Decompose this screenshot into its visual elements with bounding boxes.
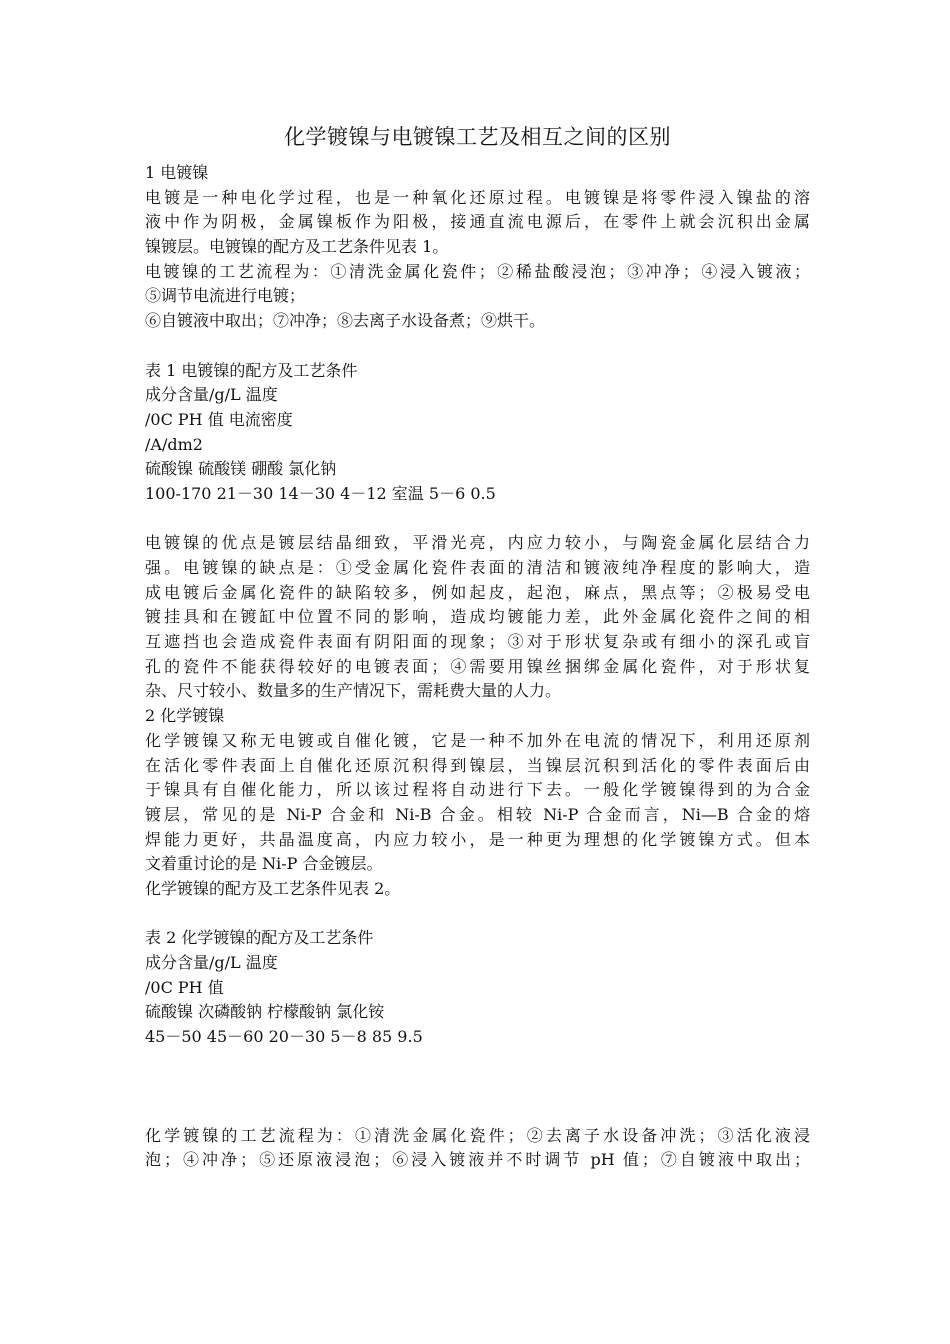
paragraph-line: 化学镀镍又称无电镀或自催化镀，它是一种不加外在电流的情况下，利用还原剂	[145, 730, 810, 750]
paragraph-line: 于镍具有自催化能力，所以该过程将自动进行下去。一般化学镀镍得到的为合金	[145, 780, 810, 800]
paragraph-line: ⑤调节电流进行电镀；	[145, 286, 306, 306]
paragraph-line: 电镀是一种电化学过程，也是一种氧化还原过程。电镀镍是将零件浸入镍盐的溶	[145, 187, 810, 207]
paragraph-line: 泡；④冲净；⑤还原液浸泡；⑥浸入镀液并不时调节 pH 值；⑦自镀液中取出；	[145, 1150, 810, 1170]
paragraph-line: 成电镀后金属化瓷件的缺陷较多，例如起皮，起泡，麻点，黑点等；②极易受电	[145, 582, 810, 602]
table-caption: 表 2 化学镀镍的配方及工艺条件	[145, 928, 374, 948]
paragraph-line: 化学镀镍的配方及工艺条件见表 2。	[145, 878, 401, 898]
paragraph-line: 互遮挡也会造成瓷件表面有阴阳面的现象；③对于形状复杂或有细小的深孔或盲	[145, 632, 810, 652]
paragraph-line: 化学镀镍的工艺流程为：①清洗金属化瓷件；②去离子水设备冲洗；③活化液浸	[145, 1125, 810, 1145]
table-line: 45－50 45－60 20－30 5－8 85 9.5	[145, 1027, 423, 1047]
blank-space	[145, 1050, 810, 1124]
table-caption: 表 1 电镀镍的配方及工艺条件	[145, 360, 358, 380]
paragraph-line: 孔的瓷件不能获得较好的电镀表面；④需要用镍丝捆绑金属化瓷件，对于形状复	[145, 656, 810, 676]
document-title: 化学镀镍与电镀镍工艺及相互之间的区别	[284, 125, 671, 149]
section-heading: 2 化学镀镍	[145, 706, 225, 726]
document-body	[145, 161, 810, 1173]
section-heading: 1 电镀镍	[145, 163, 209, 182]
table-line: 100-170 21－30 14－30 4－12 室温 5－6 0.5	[145, 483, 496, 503]
paragraph-line: 镍镀层。电镀镍的配方及工艺条件见表 1。	[145, 237, 449, 257]
table-line: /0C PH 值	[145, 977, 224, 997]
table-line: 成分含量/g/L 温度	[145, 953, 278, 972]
paragraph-line: 镀挂具和在镀缸中位置不同的影响，造成均镀能力差，此外金属化瓷件之间的相	[145, 607, 810, 627]
table-line: 硫酸镍 次磷酸钠 柠檬酸钠 氯化铵	[145, 1002, 385, 1022]
table-line: /A/dm2	[145, 434, 203, 454]
blank-line	[145, 507, 810, 532]
table-line: /0C PH 值 电流密度	[145, 409, 293, 429]
table-line: 硫酸镍 硫酸镁 硼酸 氯化钠	[145, 459, 337, 479]
blank-line	[145, 902, 810, 927]
table-line: 成分含量/g/L 温度	[145, 385, 278, 405]
paragraph-line: 镀层，常见的是 Ni-P 合金和 Ni-B 合金。相较 Ni-P 合金而言，Ni—B 合金的熔	[145, 804, 810, 824]
paragraph-line: 液中作为阴极，金属镍板作为阳极，接通直流电源后，在零件上就会沉积出金属	[145, 212, 810, 232]
paragraph-line: 电镀镍的工艺流程为：①清洗金属化瓷件；②稀盐酸浸泡；③冲净；④浸入镀液；	[145, 261, 810, 281]
paragraph-line: 在活化零件表面上自催化还原沉积得到镍层，当镍层沉积到活化的零件表面后由	[145, 755, 810, 775]
paragraph-line: 焊能力更好，共晶温度高，内应力较小，是一种更为理想的化学镀镍方式。但本	[145, 829, 810, 849]
blank-line	[145, 334, 810, 359]
paragraph-line: 文着重讨论的是 Ni-P 合金镀层。	[145, 854, 383, 874]
paragraph-line: 杂、尺寸较小、数量多的生产情况下，需耗费大量的人力。	[145, 681, 562, 701]
paragraph-line: ⑥自镀液中取出；⑦冲净；⑧去离子水设备煮；⑨烘干。	[145, 311, 546, 331]
paragraph-line: 电镀镍的优点是镀层结晶细致，平滑光亮，内应力较小，与陶瓷金属化层结合力	[145, 533, 810, 553]
paragraph-line: 强。电镀镍的缺点是：①受金属化瓷件表面的清洁和镀液纯净程度的影响大，造	[145, 558, 810, 577]
